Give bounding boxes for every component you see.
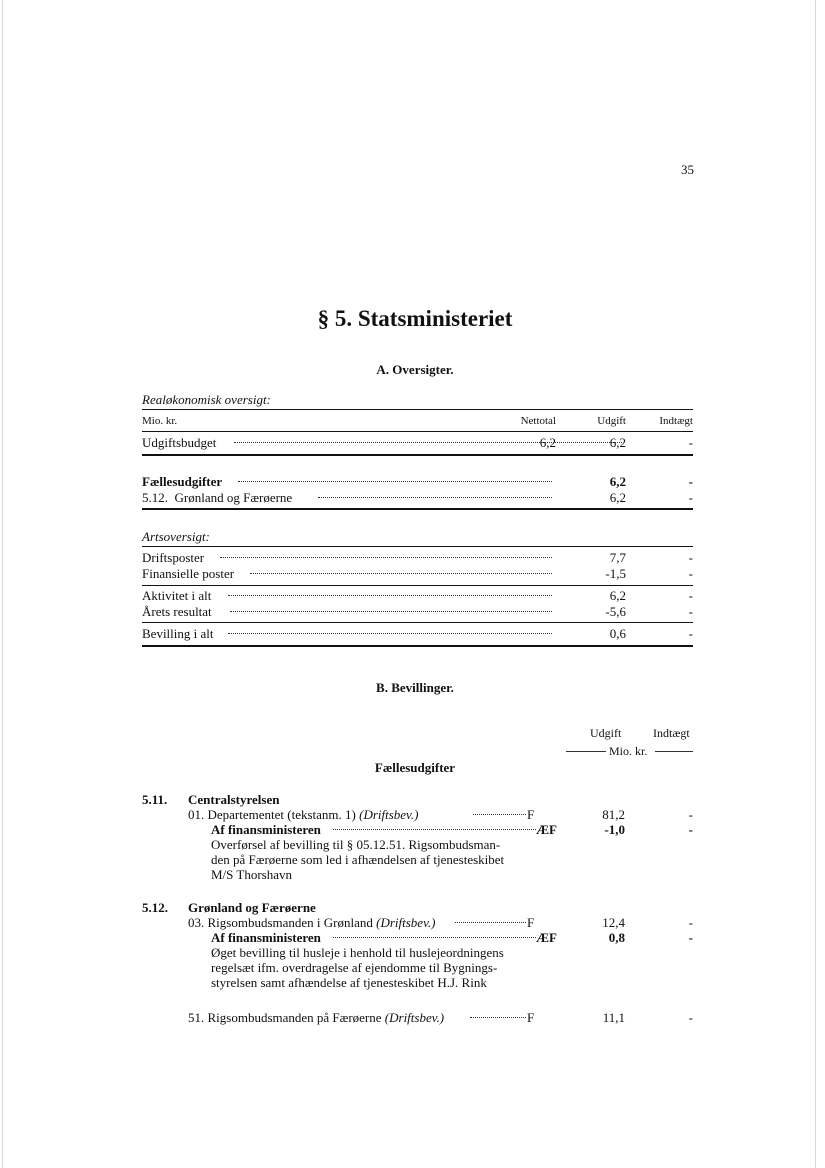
row-label: Årets resultat [142,604,212,619]
note-line: regelsæt ifm. overdragelse af ejendomme til Bygnings- [211,960,498,975]
unit-label: Mio. kr. [142,415,178,427]
dot-leader [238,481,552,482]
item-text: 51. Rigsombudsmanden på Færøerne [188,1010,382,1025]
page-number: 35 [681,162,694,177]
real-caption: Realøkonomisk oversigt: [142,392,271,407]
dot-leader [220,557,552,558]
change-label: Af finansministeren [211,930,321,945]
activity-row [142,588,693,604]
row-label: 5.12. Grønland og Færøerne [142,490,293,505]
dot-leader [470,1017,526,1018]
note-line: Overførsel af bevilling til § 05.12.51. Rigsombudsman- [211,837,501,852]
change-marker: ÆF [536,822,557,837]
column-header-row [142,413,693,429]
budget-item [188,915,435,930]
arts-caption: Artsoversigt: [142,529,210,544]
row-inc: - [688,550,693,565]
budget-row [142,435,693,451]
arts-row [142,550,693,566]
scan-edge-left [2,0,3,1168]
divider [142,508,693,510]
row-inc: - [688,604,693,619]
item-marker: F [527,915,535,930]
dot-leader [234,442,622,443]
note-line: den på Færøerne som led i afhændelsen af tjenesteskibet [211,852,505,867]
row-exp: 0,6 [609,626,626,641]
col-inc: Indtægt [659,415,693,427]
item-text: 01. Departementet (tekstanm. 1) [188,807,356,822]
common-row [142,474,693,490]
note-line: styrelsen samt afhændelse af tjenesteskibet H.J. Rink [211,975,487,990]
divider [142,585,693,586]
dot-leader [333,937,536,938]
appropriation-row [142,626,693,642]
row-label: Udgiftsbudget [142,435,217,450]
item-inc: - [688,1010,693,1025]
arts-row [142,566,693,582]
group-heading: Fællesudgifter [374,760,456,775]
change-inc: - [688,930,693,945]
item-inc: - [688,807,693,822]
row-inc: - [688,474,693,489]
row-label: Bevilling i alt [142,626,214,641]
item-text: 03. Rigsombudsmanden i Grønland [188,915,373,930]
col-exp: Udgift [597,415,626,427]
item-exp: 12,4 [602,915,625,930]
row-exp: -1,5 [605,566,626,581]
row-exp: -5,6 [605,604,626,619]
change-marker: ÆF [536,930,557,945]
row-exp: 6,2 [609,435,626,450]
divider [142,431,693,432]
scan-edge-right [815,0,816,1168]
row-exp: 6,2 [609,490,626,505]
entry-title: Grønland og Færøerne [188,900,316,915]
col-net: Nettotal [520,415,556,427]
dot-leader [230,611,552,612]
budget-item [188,1010,444,1025]
change-exp: -1,0 [604,822,625,837]
divider [142,645,693,647]
row-inc: - [688,435,693,450]
entry-code: 5.12. [142,900,168,915]
change-label: Af finansministeren [211,822,321,837]
section-b-heading: B. Bevillinger. [376,680,454,695]
page-title: § 5. Statsministeriet [317,306,513,331]
note-line: Øget bevilling til husleje i henhold til huslejeordningens [211,945,504,960]
section-a-heading: A. Oversigter. [376,362,454,377]
divider [142,622,693,623]
row-inc: - [688,566,693,581]
dot-leader [333,829,536,830]
divider [142,454,693,456]
item-inc: - [688,915,693,930]
row-label: Fællesudgifter [142,474,223,489]
dot-leader [250,573,552,574]
item-italic: (Driftsbev.) [384,1010,445,1025]
item-marker: F [527,807,535,822]
unit-rule-left [566,751,606,752]
row-exp: 6,2 [609,474,626,489]
row-exp: 6,2 [609,588,626,603]
row-label: Aktivitet i alt [142,588,212,603]
activity-row [142,604,693,620]
item-exp: 11,1 [602,1010,625,1025]
item-italic: (Driftsbev.) [376,915,436,930]
unit-label: Mio. kr. [609,744,648,758]
row-inc: - [688,626,693,641]
entry-title: Centralstyrelsen [188,792,280,807]
change-inc: - [688,822,693,837]
divider [142,546,693,547]
row-exp: 7,7 [609,550,626,565]
note-line: M/S Thorshavn [211,867,293,882]
row-label: Finansielle poster [142,566,235,581]
budget-item [188,807,418,822]
dot-leader [455,922,526,923]
dot-leader [228,633,552,634]
common-row [142,490,693,506]
unit-rule-right [655,751,693,752]
row-inc: - [688,588,693,603]
divider [142,409,693,410]
entry-code: 5.11. [142,792,168,807]
change-exp: 0,8 [608,930,625,945]
item-italic: (Driftsbev.) [359,807,419,822]
dot-leader [318,497,552,498]
col-inc-header: Indtægt [653,726,690,740]
dot-leader [228,595,552,596]
col-exp-header: Udgift [590,726,622,740]
row-inc: - [688,490,693,505]
item-marker: F [527,1010,535,1025]
dot-leader [473,814,526,815]
row-net: 6,2 [539,435,556,450]
item-exp: 81,2 [602,807,625,822]
row-label: Driftsposter [142,550,205,565]
